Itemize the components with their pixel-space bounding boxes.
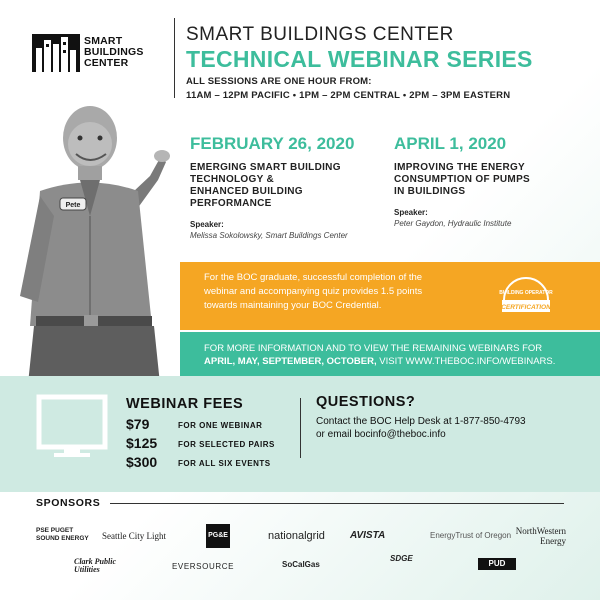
credential-line: webinar and accompanying quiz provides 1.5 points (204, 286, 423, 297)
technician-photo (10, 96, 200, 384)
sponsors-divider (110, 503, 564, 504)
sponsor-seattle-city-light: Seattle City Light (102, 531, 166, 541)
credential-line: For the BOC graduate, successful completion of the (204, 272, 423, 283)
info-url[interactable]: VISIT WWW.THEBOC.INFO/WEBINARS. (376, 356, 556, 367)
speaker-label: Speaker: (394, 208, 428, 217)
sponsor-eversource: EVERSOURCE (172, 562, 235, 571)
fees-divider (300, 398, 301, 458)
sponsor-avista: AVISTA (350, 530, 386, 541)
sessions-time-zones: 11AM – 12PM PACIFIC • 1PM – 2PM CENTRAL • 2PM – 3PM EASTERN (186, 90, 511, 101)
fees-title: WEBINAR FEES (126, 396, 244, 412)
info-line1: FOR MORE INFORMATION AND TO VIEW THE REMAINING WEBINARS FOR (204, 343, 543, 354)
badge-top-text: BUILDING OPERATOR (499, 290, 553, 296)
sponsor-national-grid: nationalgrid (268, 530, 325, 542)
smart-buildings-center-logo (32, 32, 152, 74)
series-title-line1: SMART BUILDINGS CENTER (186, 24, 454, 45)
sponsor-clark-public-utilities: Clark Public Utilities (74, 557, 117, 574)
logo-text (84, 36, 144, 69)
speaker-name: Melissa Sokolowsky, Smart Buildings Center (190, 231, 348, 240)
boc-certification-badge (498, 270, 554, 322)
fee-price: $79 (126, 416, 150, 432)
session-title (190, 162, 354, 210)
speaker-label: Speaker: (190, 220, 224, 229)
info-band (180, 332, 600, 376)
session-date: APRIL 1, 2020 (394, 134, 507, 153)
speaker-name: Peter Gaydon, Hydraulic Institute (394, 219, 512, 228)
sponsor-socalgas: SoCalGas (282, 560, 320, 569)
fee-description: FOR SELECTED PAIRS (178, 440, 275, 449)
session-april (394, 134, 530, 228)
session-title (394, 162, 530, 198)
sessions-duration-note: ALL SESSIONS ARE ONE HOUR FROM: (186, 76, 372, 87)
help-desk-email[interactable]: or email bocinfo@theboc.info (316, 429, 446, 440)
series-title-line2: TECHNICAL WEBINAR SERIES (186, 46, 533, 72)
fee-price: $300 (126, 454, 158, 470)
session-title-line: IMPROVING THE ENERGY (394, 162, 526, 173)
skyline-icon (32, 34, 80, 72)
session-title-line: ENHANCED BUILDING (190, 186, 303, 197)
logo-line-2: BUILDINGS (84, 46, 144, 58)
monitor-icon (36, 394, 108, 458)
logo-line-1: SMART (84, 35, 123, 47)
session-title-line: TECHNOLOGY & (190, 174, 274, 185)
sponsor-energy-trust: EnergyTrust of Oregon (430, 531, 512, 540)
credential-text (204, 271, 494, 313)
session-february (190, 134, 354, 240)
fee-description: FOR ALL SIX EVENTS (178, 459, 271, 468)
sponsor-sdge: SDGE (390, 554, 413, 563)
badge-bottom-text: CERTIFICATION (501, 304, 551, 311)
session-title-line: EMERGING SMART BUILDING (190, 162, 341, 173)
sponsors-title: SPONSORS (36, 497, 101, 509)
sponsor-pge: PG&E (206, 524, 230, 548)
info-line2 (204, 356, 555, 367)
sponsor-pse: PSE PUGET SOUND ENERGY (36, 527, 89, 542)
session-title-line: IN BUILDINGS (394, 186, 466, 197)
sponsor-northwestern-energy: NorthWestern Energy (515, 526, 566, 546)
logo-line-3: CENTER (84, 57, 129, 69)
name-tag: Pete (65, 202, 81, 209)
fee-price: $125 (126, 435, 158, 451)
credential-line: towards maintaining your BOC Credential. (204, 300, 382, 311)
questions-title: QUESTIONS? (316, 394, 416, 410)
session-date: FEBRUARY 26, 2020 (190, 134, 355, 153)
info-months: APRIL, MAY, SEPTEMBER, OCTOBER, (204, 356, 377, 367)
sponsor-pud: PUD (478, 558, 516, 570)
session-title-line: CONSUMPTION OF PUMPS (394, 174, 531, 185)
session-title-line: PERFORMANCE (190, 198, 272, 209)
help-desk-phone: Contact the BOC Help Desk at 1-877-850-4793 (316, 416, 526, 427)
fee-description: FOR ONE WEBINAR (178, 421, 263, 430)
header-divider (174, 18, 175, 98)
